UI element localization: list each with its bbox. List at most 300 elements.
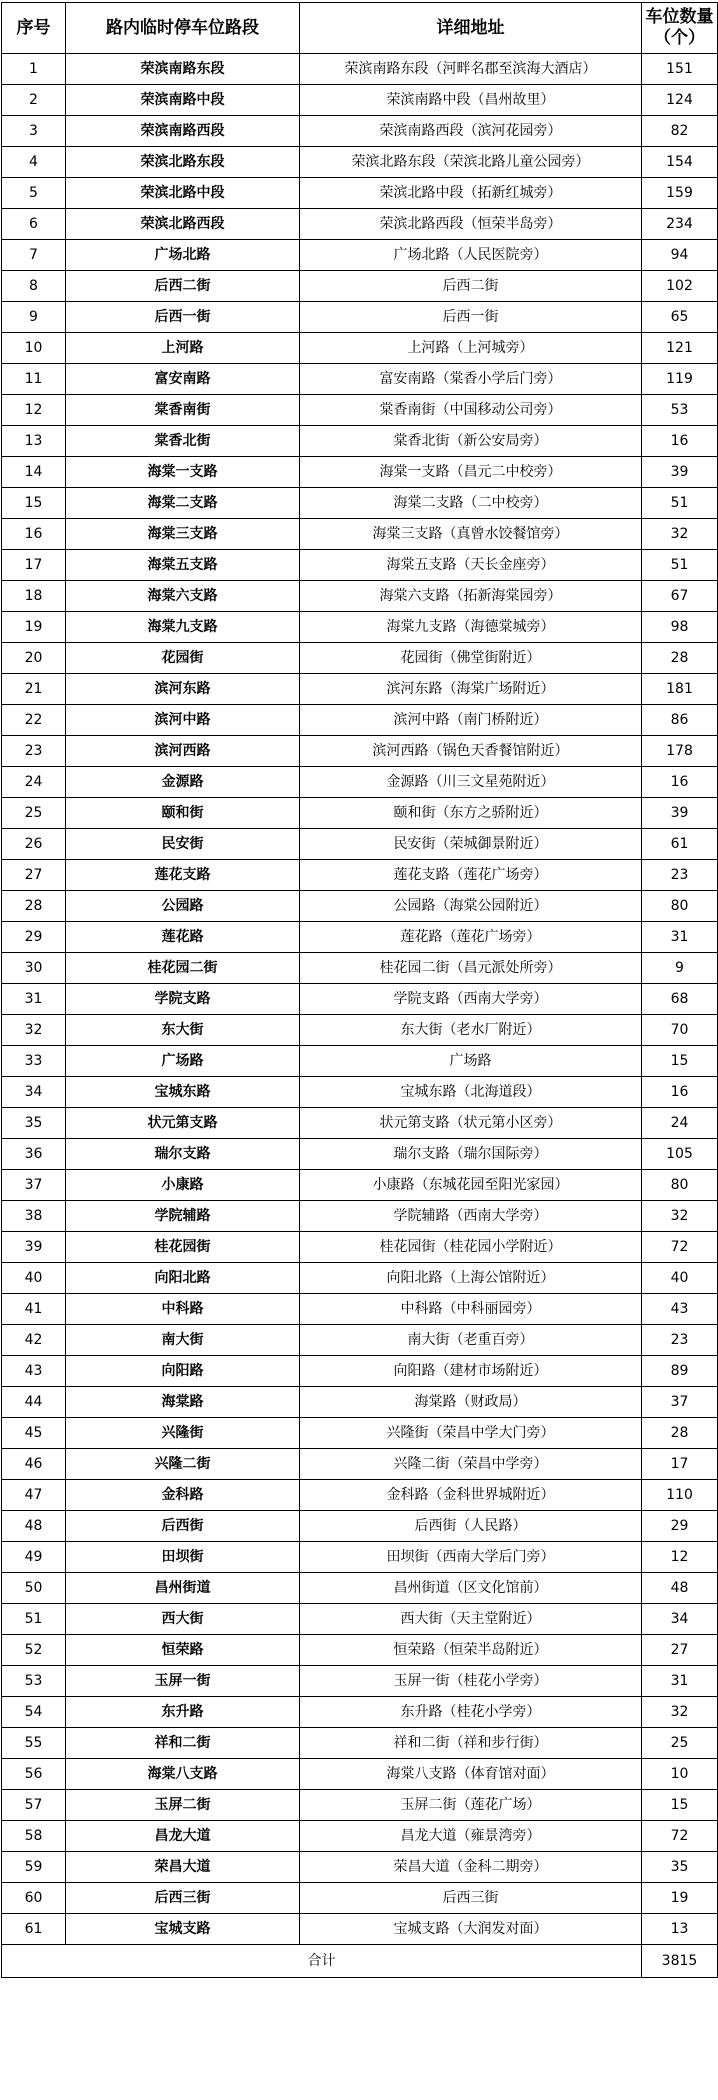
row-segment: 西大街 [66, 1604, 300, 1635]
row-address: 玉屏一街（桂花小学旁） [300, 1666, 642, 1697]
row-count: 82 [642, 116, 718, 147]
row-count: 89 [642, 1356, 718, 1387]
row-count: 70 [642, 1015, 718, 1046]
row-address: 宝城支路（大润发对面） [300, 1914, 642, 1945]
row-segment: 海棠九支路 [66, 612, 300, 643]
row-segment: 祥和二街 [66, 1728, 300, 1759]
row-address: 宝城东路（北海道段） [300, 1077, 642, 1108]
row-segment: 金科路 [66, 1480, 300, 1511]
row-address: 学院支路（西南大学旁） [300, 984, 642, 1015]
row-number: 11 [2, 364, 66, 395]
table-row [2, 1635, 718, 1666]
parking-spaces-table [1, 2, 718, 1978]
row-number: 30 [2, 953, 66, 984]
row-number: 42 [2, 1325, 66, 1356]
row-segment: 金源路 [66, 767, 300, 798]
table-row [2, 891, 718, 922]
row-segment: 中科路 [66, 1294, 300, 1325]
row-count: 35 [642, 1852, 718, 1883]
row-address: 荣滨南路中段（昌州故里） [300, 85, 642, 116]
row-segment: 桂花园街 [66, 1232, 300, 1263]
table-row [2, 953, 718, 984]
row-count: 98 [642, 612, 718, 643]
row-address: 金科路（金科世界城附近） [300, 1480, 642, 1511]
row-number: 6 [2, 209, 66, 240]
row-address: 荣滨南路西段（滨河花园旁） [300, 116, 642, 147]
row-address: 富安南路（棠香小学后门旁） [300, 364, 642, 395]
row-address: 民安街（荣城御景附近） [300, 829, 642, 860]
row-number: 24 [2, 767, 66, 798]
row-segment: 滨河中路 [66, 705, 300, 736]
row-segment: 宝城东路 [66, 1077, 300, 1108]
row-address: 田坝街（西南大学后门旁） [300, 1542, 642, 1573]
row-segment: 颐和街 [66, 798, 300, 829]
table-row [2, 1511, 718, 1542]
row-segment: 宝城支路 [66, 1914, 300, 1945]
row-address: 海棠九支路（海德棠城旁） [300, 612, 642, 643]
row-number: 22 [2, 705, 66, 736]
row-count: 24 [642, 1108, 718, 1139]
row-count: 61 [642, 829, 718, 860]
table-row [2, 333, 718, 364]
row-number: 5 [2, 178, 66, 209]
row-count: 72 [642, 1232, 718, 1263]
row-count: 72 [642, 1821, 718, 1852]
row-address: 荣昌大道（金科二期旁） [300, 1852, 642, 1883]
row-number: 34 [2, 1077, 66, 1108]
row-count: 39 [642, 457, 718, 488]
row-address: 南大街（老重百旁） [300, 1325, 642, 1356]
row-count: 23 [642, 860, 718, 891]
row-number: 26 [2, 829, 66, 860]
row-count: 181 [642, 674, 718, 705]
row-count: 31 [642, 922, 718, 953]
table-row [2, 1325, 718, 1356]
row-count: 16 [642, 1077, 718, 1108]
row-segment: 棠香北街 [66, 426, 300, 457]
row-count: 12 [642, 1542, 718, 1573]
row-number: 21 [2, 674, 66, 705]
row-segment: 荣滨北路中段 [66, 178, 300, 209]
table-row [2, 302, 718, 333]
table-row [2, 705, 718, 736]
row-number: 33 [2, 1046, 66, 1077]
table-row [2, 1728, 718, 1759]
row-segment: 花园街 [66, 643, 300, 674]
row-address: 后西二街 [300, 271, 642, 302]
row-count: 19 [642, 1883, 718, 1914]
table-row [2, 829, 718, 860]
row-number: 18 [2, 581, 66, 612]
table-row [2, 54, 718, 85]
table-row [2, 1883, 718, 1914]
row-count: 121 [642, 333, 718, 364]
table-row [2, 85, 718, 116]
row-address: 桂花园街（桂花园小学附近） [300, 1232, 642, 1263]
row-segment: 后西二街 [66, 271, 300, 302]
row-segment: 状元第支路 [66, 1108, 300, 1139]
row-segment: 莲花路 [66, 922, 300, 953]
row-number: 38 [2, 1201, 66, 1232]
row-address: 海棠八支路（体育馆对面） [300, 1759, 642, 1790]
table-row [2, 1821, 718, 1852]
row-count: 25 [642, 1728, 718, 1759]
row-segment: 后西街 [66, 1511, 300, 1542]
row-number: 57 [2, 1790, 66, 1821]
row-address: 广场路 [300, 1046, 642, 1077]
row-segment: 海棠路 [66, 1387, 300, 1418]
row-segment: 荣滨南路中段 [66, 85, 300, 116]
table-row [2, 1232, 718, 1263]
row-address: 状元第支路（状元第小区旁） [300, 1108, 642, 1139]
row-number: 4 [2, 147, 66, 178]
row-address: 滨河中路（南门桥附近） [300, 705, 642, 736]
row-count: 80 [642, 891, 718, 922]
row-segment: 广场北路 [66, 240, 300, 271]
table-row [2, 147, 718, 178]
row-number: 55 [2, 1728, 66, 1759]
row-number: 44 [2, 1387, 66, 1418]
row-count: 15 [642, 1046, 718, 1077]
row-number: 50 [2, 1573, 66, 1604]
table-row [2, 736, 718, 767]
table-row [2, 1914, 718, 1945]
row-segment: 荣滨北路西段 [66, 209, 300, 240]
row-segment: 学院支路 [66, 984, 300, 1015]
table-row [2, 1077, 718, 1108]
row-count: 234 [642, 209, 718, 240]
header-count [642, 3, 718, 54]
row-number: 43 [2, 1356, 66, 1387]
table-row [2, 364, 718, 395]
row-segment: 桂花园二街 [66, 953, 300, 984]
row-segment: 荣滨南路东段 [66, 54, 300, 85]
row-count: 105 [642, 1139, 718, 1170]
row-count: 39 [642, 798, 718, 829]
row-segment: 昌龙大道 [66, 1821, 300, 1852]
row-address: 花园街（佛堂街附近） [300, 643, 642, 674]
table-row [2, 1790, 718, 1821]
row-address: 上河路（上河城旁） [300, 333, 642, 364]
row-segment: 荣昌大道 [66, 1852, 300, 1883]
table-row [2, 1480, 718, 1511]
row-segment: 海棠五支路 [66, 550, 300, 581]
row-segment: 南大街 [66, 1325, 300, 1356]
row-address: 海棠路（财政局） [300, 1387, 642, 1418]
row-segment: 向阳北路 [66, 1263, 300, 1294]
row-address: 莲花支路（莲花广场旁） [300, 860, 642, 891]
row-number: 53 [2, 1666, 66, 1697]
row-number: 2 [2, 85, 66, 116]
row-count: 94 [642, 240, 718, 271]
row-number: 16 [2, 519, 66, 550]
row-number: 14 [2, 457, 66, 488]
row-number: 47 [2, 1480, 66, 1511]
table-row [2, 581, 718, 612]
row-segment: 海棠六支路 [66, 581, 300, 612]
row-number: 37 [2, 1170, 66, 1201]
row-address: 昌州街道（区文化馆前） [300, 1573, 642, 1604]
table-row [2, 550, 718, 581]
row-count: 16 [642, 426, 718, 457]
row-number: 9 [2, 302, 66, 333]
row-count: 102 [642, 271, 718, 302]
row-number: 61 [2, 1914, 66, 1945]
row-address: 海棠一支路（昌元二中校旁） [300, 457, 642, 488]
table-row [2, 1573, 718, 1604]
table-row [2, 1015, 718, 1046]
total-count: 3815 [642, 1945, 718, 1978]
row-number: 19 [2, 612, 66, 643]
row-number: 36 [2, 1139, 66, 1170]
row-address: 荣滨南路东段（河畔名郡至滨海大酒店） [300, 54, 642, 85]
row-count: 48 [642, 1573, 718, 1604]
row-address: 兴隆街（荣昌中学大门旁） [300, 1418, 642, 1449]
row-count: 29 [642, 1511, 718, 1542]
row-address: 海棠二支路（二中校旁） [300, 488, 642, 519]
row-address: 海棠五支路（天长金座旁） [300, 550, 642, 581]
row-address: 中科路（中科丽园旁） [300, 1294, 642, 1325]
table-row [2, 271, 718, 302]
row-address: 西大街（天主堂附近） [300, 1604, 642, 1635]
row-count: 32 [642, 519, 718, 550]
row-count: 32 [642, 1697, 718, 1728]
row-count: 68 [642, 984, 718, 1015]
row-number: 35 [2, 1108, 66, 1139]
row-segment: 莲花支路 [66, 860, 300, 891]
table-row [2, 1852, 718, 1883]
row-count: 28 [642, 643, 718, 674]
row-number: 45 [2, 1418, 66, 1449]
header-count-line1: 车位数量 [645, 7, 714, 27]
row-count: 178 [642, 736, 718, 767]
table-row [2, 1201, 718, 1232]
table-row [2, 1046, 718, 1077]
row-address: 祥和二街（祥和步行街） [300, 1728, 642, 1759]
row-segment: 滨河西路 [66, 736, 300, 767]
row-number: 27 [2, 860, 66, 891]
row-segment: 小康路 [66, 1170, 300, 1201]
row-number: 23 [2, 736, 66, 767]
row-address: 金源路（川三文星苑附近） [300, 767, 642, 798]
table-row [2, 240, 718, 271]
row-number: 52 [2, 1635, 66, 1666]
row-count: 37 [642, 1387, 718, 1418]
row-address: 兴隆二街（荣昌中学旁） [300, 1449, 642, 1480]
row-count: 65 [642, 302, 718, 333]
table-row [2, 1759, 718, 1790]
row-count: 80 [642, 1170, 718, 1201]
table-row [2, 1449, 718, 1480]
row-count: 17 [642, 1449, 718, 1480]
row-number: 20 [2, 643, 66, 674]
row-number: 8 [2, 271, 66, 302]
row-address: 瑞尔支路（瑞尔国际旁） [300, 1139, 642, 1170]
row-address: 公园路（海棠公园附近） [300, 891, 642, 922]
row-count: 119 [642, 364, 718, 395]
row-segment: 向阳路 [66, 1356, 300, 1387]
table-row [2, 178, 718, 209]
table-row [2, 1170, 718, 1201]
table-row [2, 116, 718, 147]
row-number: 48 [2, 1511, 66, 1542]
table-row [2, 612, 718, 643]
row-number: 12 [2, 395, 66, 426]
row-segment: 瑞尔支路 [66, 1139, 300, 1170]
row-segment: 海棠三支路 [66, 519, 300, 550]
row-number: 60 [2, 1883, 66, 1914]
row-address: 东大街（老水厂附近） [300, 1015, 642, 1046]
total-label: 合计 [2, 1945, 642, 1978]
row-address: 学院辅路（西南大学旁） [300, 1201, 642, 1232]
row-address: 桂花园二街（昌元派处所旁） [300, 953, 642, 984]
table-body [2, 54, 718, 1945]
table-row [2, 1604, 718, 1635]
row-number: 41 [2, 1294, 66, 1325]
row-number: 1 [2, 54, 66, 85]
table-row [2, 798, 718, 829]
row-segment: 荣滨北路东段 [66, 147, 300, 178]
table-row [2, 209, 718, 240]
row-address: 东升路（桂花小学旁） [300, 1697, 642, 1728]
row-segment: 滨河东路 [66, 674, 300, 705]
row-number: 31 [2, 984, 66, 1015]
row-address: 向阳北路（上海公馆附近） [300, 1263, 642, 1294]
row-segment: 恒荣路 [66, 1635, 300, 1666]
header-segment: 路内临时停车位路段 [66, 3, 300, 54]
header-count-line2: （个） [654, 28, 705, 48]
row-number: 49 [2, 1542, 66, 1573]
table-row [2, 1542, 718, 1573]
row-count: 23 [642, 1325, 718, 1356]
row-count: 110 [642, 1480, 718, 1511]
row-address: 后西三街 [300, 1883, 642, 1914]
row-count: 86 [642, 705, 718, 736]
row-segment: 后西一街 [66, 302, 300, 333]
row-number: 59 [2, 1852, 66, 1883]
row-segment: 昌州街道 [66, 1573, 300, 1604]
row-count: 32 [642, 1201, 718, 1232]
total-row [2, 1945, 718, 1978]
row-address: 棠香北街（新公安局旁） [300, 426, 642, 457]
row-count: 154 [642, 147, 718, 178]
row-segment: 海棠二支路 [66, 488, 300, 519]
table-row [2, 1697, 718, 1728]
table-row [2, 457, 718, 488]
row-count: 40 [642, 1263, 718, 1294]
row-segment: 广场路 [66, 1046, 300, 1077]
row-count: 16 [642, 767, 718, 798]
row-number: 46 [2, 1449, 66, 1480]
row-address: 滨河西路（锅色天香餐馆附近） [300, 736, 642, 767]
header-no: 序号 [2, 3, 66, 54]
row-count: 13 [642, 1914, 718, 1945]
row-count: 9 [642, 953, 718, 984]
row-number: 29 [2, 922, 66, 953]
row-address: 棠香南街（中国移动公司旁） [300, 395, 642, 426]
row-count: 15 [642, 1790, 718, 1821]
row-count: 124 [642, 85, 718, 116]
row-number: 3 [2, 116, 66, 147]
row-address: 海棠三支路（真曾水饺餐馆旁） [300, 519, 642, 550]
table-row [2, 922, 718, 953]
table-row [2, 1387, 718, 1418]
row-count: 67 [642, 581, 718, 612]
row-count: 151 [642, 54, 718, 85]
row-number: 32 [2, 1015, 66, 1046]
row-count: 31 [642, 1666, 718, 1697]
header-address: 详细地址 [300, 3, 642, 54]
row-count: 34 [642, 1604, 718, 1635]
table-row [2, 488, 718, 519]
table-row [2, 1418, 718, 1449]
row-address: 昌龙大道（雍景湾旁） [300, 1821, 642, 1852]
table-row [2, 860, 718, 891]
table-row [2, 1263, 718, 1294]
table-row [2, 426, 718, 457]
table-row [2, 519, 718, 550]
row-count: 43 [642, 1294, 718, 1325]
row-segment: 后西三街 [66, 1883, 300, 1914]
row-address: 荣滨北路西段（恒荣半岛旁） [300, 209, 642, 240]
row-segment: 玉屏二街 [66, 1790, 300, 1821]
row-count: 10 [642, 1759, 718, 1790]
table-row [2, 984, 718, 1015]
table-row [2, 395, 718, 426]
row-segment: 东升路 [66, 1697, 300, 1728]
row-segment: 棠香南街 [66, 395, 300, 426]
row-address: 莲花路（莲花广场旁） [300, 922, 642, 953]
row-number: 17 [2, 550, 66, 581]
table-row [2, 1108, 718, 1139]
table-row [2, 767, 718, 798]
row-count: 27 [642, 1635, 718, 1666]
row-segment: 东大街 [66, 1015, 300, 1046]
row-number: 58 [2, 1821, 66, 1852]
table-row [2, 1139, 718, 1170]
row-address: 广场北路（人民医院旁） [300, 240, 642, 271]
row-count: 51 [642, 488, 718, 519]
row-count: 53 [642, 395, 718, 426]
row-segment: 玉屏一街 [66, 1666, 300, 1697]
row-number: 28 [2, 891, 66, 922]
row-number: 13 [2, 426, 66, 457]
row-segment: 海棠八支路 [66, 1759, 300, 1790]
row-number: 56 [2, 1759, 66, 1790]
table-row [2, 643, 718, 674]
row-segment: 公园路 [66, 891, 300, 922]
row-segment: 富安南路 [66, 364, 300, 395]
row-number: 15 [2, 488, 66, 519]
row-address: 后西街（人民路） [300, 1511, 642, 1542]
row-address: 海棠六支路（拓新海棠园旁） [300, 581, 642, 612]
row-count: 28 [642, 1418, 718, 1449]
row-number: 7 [2, 240, 66, 271]
row-segment: 学院辅路 [66, 1201, 300, 1232]
row-address: 荣滨北路东段（荣滨北路儿童公园旁） [300, 147, 642, 178]
table-row [2, 674, 718, 705]
row-segment: 上河路 [66, 333, 300, 364]
row-segment: 兴隆二街 [66, 1449, 300, 1480]
row-segment: 海棠一支路 [66, 457, 300, 488]
table-row [2, 1294, 718, 1325]
row-segment: 荣滨南路西段 [66, 116, 300, 147]
row-segment: 田坝街 [66, 1542, 300, 1573]
table-row [2, 1356, 718, 1387]
row-number: 40 [2, 1263, 66, 1294]
row-number: 10 [2, 333, 66, 364]
row-number: 51 [2, 1604, 66, 1635]
